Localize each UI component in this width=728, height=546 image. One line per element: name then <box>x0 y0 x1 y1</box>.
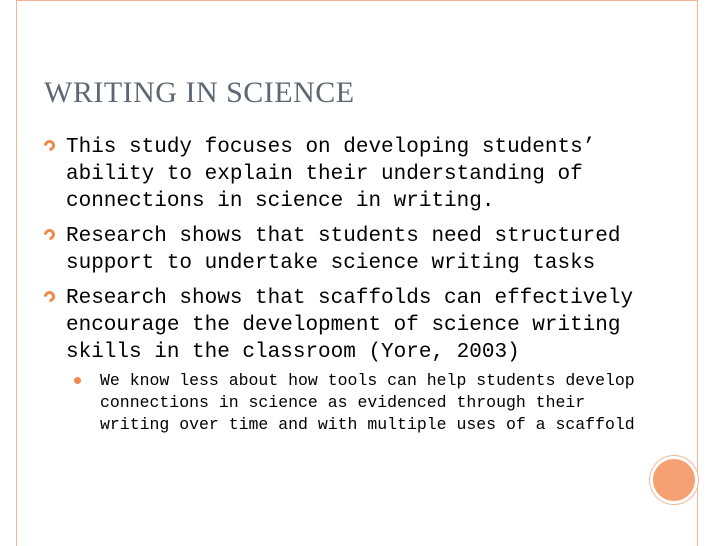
decorative-circle-icon <box>650 456 698 504</box>
sub-bullet-icon <box>74 377 81 384</box>
sub-bullet-item <box>44 370 644 436</box>
bullet-icon <box>42 227 58 243</box>
bullet-icon <box>42 289 58 305</box>
bullet-icon <box>42 138 58 154</box>
bullet-text: Research shows that students need structured support to undertake science writing tasks <box>66 225 621 275</box>
bullet-item <box>44 223 644 277</box>
sub-bullet-text: We know less about how tools can help students develop connections in science as evidenced through their writing over time and with multiple uses of a scaffold <box>100 371 635 434</box>
page-title: WRITING IN SCIENCE <box>44 76 355 109</box>
bullet-item <box>44 134 644 215</box>
bullet-item <box>44 285 644 366</box>
bullet-text: This study focuses on developing students’ ability to explain their understanding of connections in science in writing. <box>66 136 596 213</box>
top-rule <box>16 0 698 2</box>
slide-content <box>44 134 644 436</box>
bullet-text: Research shows that scaffolds can effectively encourage the development of science writing skills in the classroom (Yore, 2003) <box>66 287 634 364</box>
